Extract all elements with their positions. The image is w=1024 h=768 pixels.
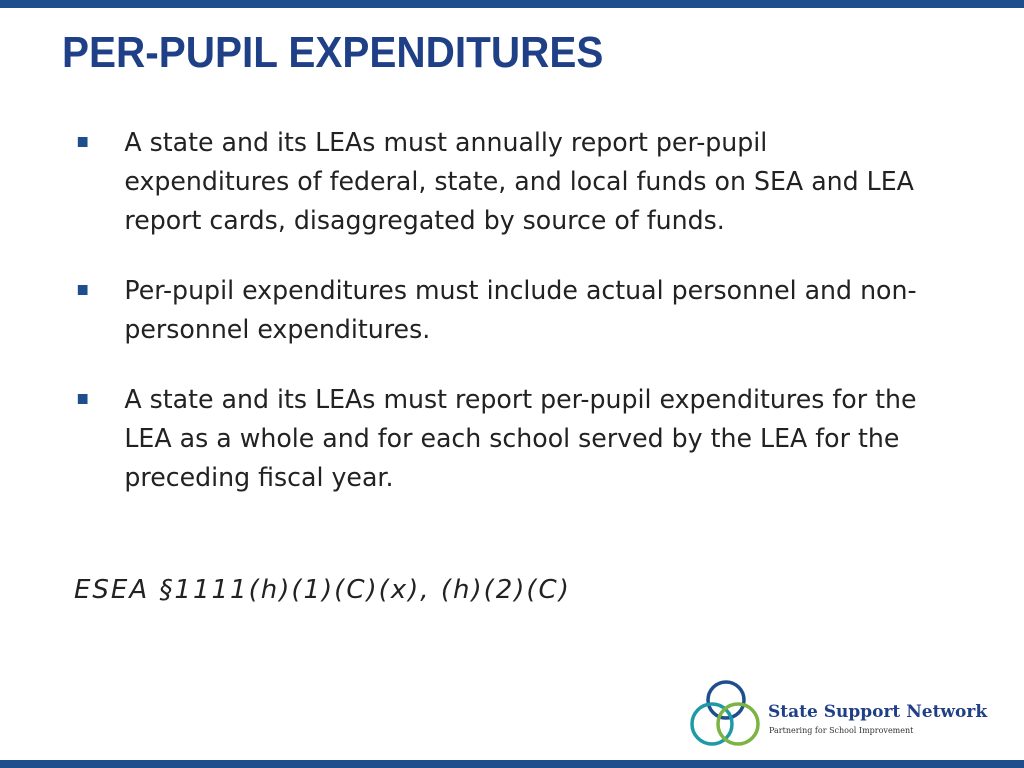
bullet-item	[72, 124, 926, 241]
bullet-text: A state and its LEAs must report per-pupil expenditures for the LEA as a whole and for each school served by the LEA for the preceding fiscal year.	[124, 385, 917, 493]
bullet-list	[72, 124, 952, 529]
bullet-text: A state and its LEAs must annually report per-pupil expenditures of federal, state, and local funds on SEA and LEA report cards, disaggregated by source of funds.	[124, 128, 914, 236]
bullet-item	[72, 272, 926, 350]
square-bullet-icon	[78, 285, 88, 295]
logo-tagline: Partnering for School Improvement	[769, 726, 914, 735]
logo	[686, 676, 986, 756]
logo-name: State Support Network	[768, 702, 988, 722]
bottom-accent-bar	[0, 760, 1024, 768]
top-accent-bar	[0, 0, 1024, 8]
slide-title: PER-PUPIL EXPENDITURES	[62, 28, 604, 77]
square-bullet-icon	[78, 394, 88, 404]
bullet-item	[72, 381, 926, 498]
bullet-text: Per-pupil expenditures must include actual personnel and non-personnel expenditures.	[124, 276, 917, 345]
interlocking-circles-logo-icon	[686, 676, 766, 756]
square-bullet-icon	[78, 137, 88, 147]
citation: ESEA §1111(h)(1)(C)(x), (h)(2)(C)	[74, 575, 571, 605]
